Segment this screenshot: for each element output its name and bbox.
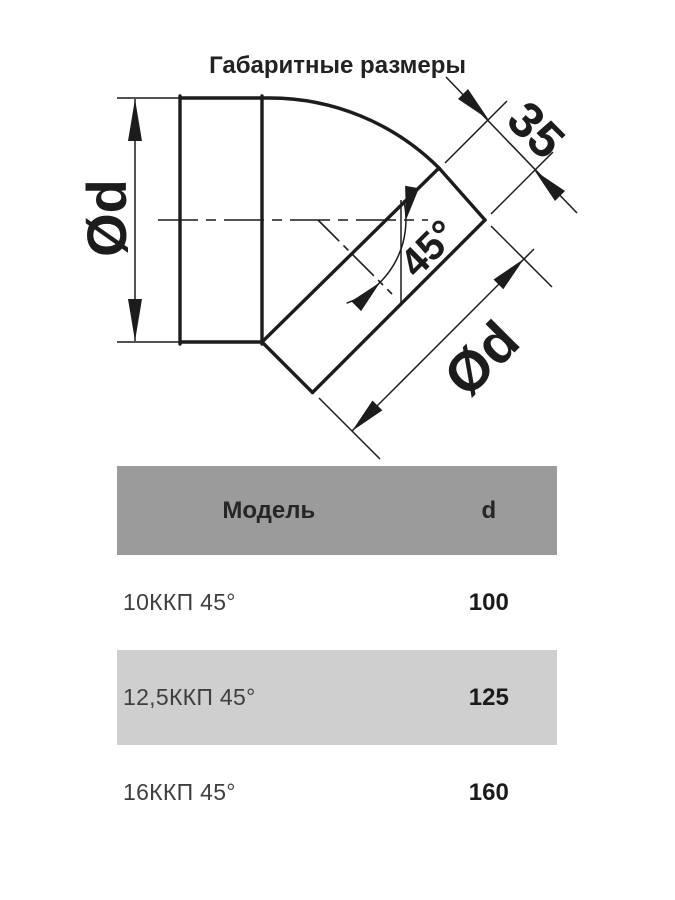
collar-length-dimension bbox=[445, 77, 577, 214]
angle-dimension bbox=[347, 186, 466, 311]
dim-arrow-down bbox=[128, 299, 142, 341]
model-cell: 16ККП 45° bbox=[123, 779, 236, 805]
outer-top-edge-and-bend-arc bbox=[180, 98, 485, 220]
dimensions-table bbox=[117, 466, 557, 840]
outlet-inner-edge bbox=[262, 342, 313, 393]
bend-angle-label: 45° bbox=[391, 211, 466, 286]
collar-length-label: 35 bbox=[496, 90, 576, 170]
dim-arrow-up bbox=[128, 99, 142, 141]
table-row bbox=[117, 555, 557, 650]
d-cell: 125 bbox=[468, 683, 509, 711]
model-cell: 12,5ККП 45° bbox=[123, 684, 256, 710]
table-row bbox=[117, 745, 557, 840]
outlet-centerline bbox=[318, 220, 392, 294]
inlet-diameter-label: Ød bbox=[75, 179, 138, 257]
col-header-model: Модель bbox=[222, 496, 316, 524]
d-cell: 100 bbox=[468, 588, 509, 616]
model-cell: 10ККП 45° bbox=[123, 589, 236, 615]
d-cell: 160 bbox=[468, 778, 509, 806]
page-title: Габаритные размеры bbox=[209, 52, 466, 79]
col-header-d: d bbox=[481, 496, 497, 524]
angle-arrow-top bbox=[405, 186, 419, 220]
angle-arrow-bottom bbox=[351, 282, 380, 311]
table-row bbox=[117, 650, 557, 745]
centerlines bbox=[158, 200, 428, 304]
table-header-row bbox=[117, 466, 557, 555]
outlet-diameter-label: Ød bbox=[431, 308, 531, 408]
